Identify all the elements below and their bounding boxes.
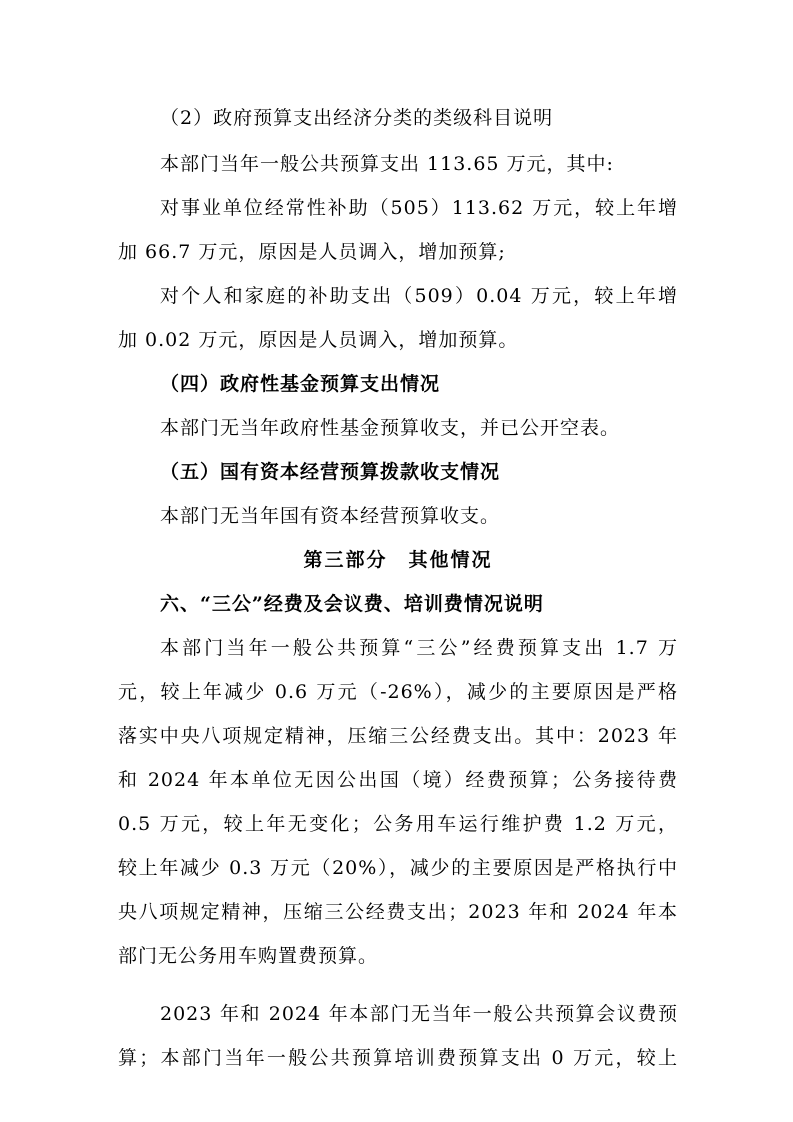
section-heading-state-capital: （五）国有资本经营预算拨款收支情况: [160, 461, 501, 483]
paragraph-line: 加 0.02 万元，原因是人员调入，增加预算。: [118, 329, 519, 351]
paragraph-line: 较上年减少 0.3 万元（20%），减少的主要原因是严格执行中: [118, 857, 678, 879]
paragraph-line: 加 66.7 万元，原因是人员调入，增加预算;: [118, 241, 506, 263]
paragraph-line: 本部门无当年国有资本经营预算收支。: [160, 505, 501, 527]
paragraph-line: 和 2024 年本单位无因公出国（境）经费预算；公务接待费: [118, 769, 678, 791]
paragraph-line: 部门无公务用车购置费预算。: [118, 945, 379, 967]
paragraph-line: 本部门当年一般公共预算“三公”经费预算支出 1.7 万: [160, 637, 678, 659]
paragraph-line: 央八项规定精神，压缩三公经费支出；2023 年和 2024 年本: [118, 901, 678, 923]
paragraph-line: 0.5 万元，较上年无变化；公务用车运行维护费 1.2 万元，: [118, 813, 678, 835]
section-heading-government-fund: （四）政府性基金预算支出情况: [160, 373, 441, 395]
part-title: 第三部分 其他情况: [303, 549, 493, 571]
paragraph-line: 对事业单位经常性补助（505）113.62 万元，较上年增: [160, 197, 678, 219]
paragraph-line: 本部门当年一般公共预算支出 113.65 万元，其中:: [160, 153, 614, 175]
paragraph-line: 对个人和家庭的补助支出（509）0.04 万元，较上年增: [160, 285, 678, 307]
subsection-heading-economic-classification: （2）政府预算支出经济分类的类级科目说明: [160, 107, 554, 129]
paragraph-line: 2023 年和 2024 年本部门无当年一般公共预算会议费预: [160, 1003, 678, 1025]
paragraph-line: 本部门无当年政府性基金预算收支，并已公开空表。: [160, 417, 621, 439]
paragraph-line: 落实中央八项规定精神，压缩三公经费支出。其中：2023 年: [118, 725, 678, 747]
paragraph-line: 元，较上年减少 0.6 万元（-26%），减少的主要原因是严格: [118, 681, 678, 703]
paragraph-line: 算；本部门当年一般公共预算培训费预算支出 0 万元，较上: [118, 1047, 678, 1069]
section-heading-three-public: 六、“三公”经费及会议费、培训费情况说明: [160, 593, 544, 615]
